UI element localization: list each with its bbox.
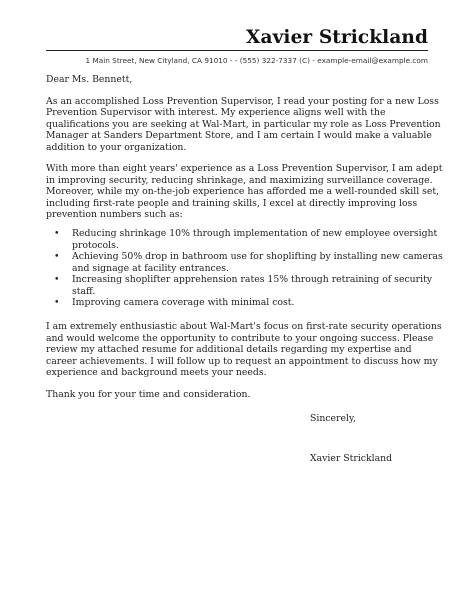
text-line: Improving camera coverage with minimal cost. <box>72 296 295 308</box>
paragraph-thanks: Thank you for your time and consideration. <box>46 388 251 400</box>
text-line: staff. <box>72 285 96 297</box>
text-line: I am extremely enthusiastic about Wal-Mart's focus on first-rate security operations <box>46 321 442 333</box>
text-line: and would welcome the opportunity to contribute to your ongoing success. Please <box>46 332 434 344</box>
text-line: career achievements. I will follow up to request an appointment to discuss how my <box>46 355 438 367</box>
text-line: including first-rate people and training skills, I excel at directly improving loss <box>46 197 418 209</box>
paragraph-intro <box>46 95 441 153</box>
text-line: Prevention Supervisor with interest. My experience aligns well with the <box>46 107 386 119</box>
bullet-icon: • <box>54 251 60 263</box>
text-line: protocols. <box>72 239 119 251</box>
list-item <box>52 228 436 251</box>
list-item <box>52 251 443 274</box>
text-line: Achieving 50% drop in bathroom use for shoplifting by installing new cameras <box>72 251 443 263</box>
applicant-name-heading: Xavier Strickland <box>246 27 428 48</box>
signature-name: Xavier Strickland <box>310 453 393 464</box>
text-line: Reducing shrinkage 10% through implementation of new employee oversight <box>72 228 438 240</box>
list-item <box>52 297 436 308</box>
text-line: review my attached resume for additional details regarding my expertise and <box>46 344 412 356</box>
text-line: qualifications you are seeking at Wal-Mart, in particular my role as Loss Prevention <box>46 118 441 130</box>
paragraph-enthusiasm <box>46 321 442 378</box>
text-line: With more than eight years' experience as a Loss Prevention Supervisor, I am adept <box>46 163 443 175</box>
text-line: and signage at facility entrances. <box>72 262 229 274</box>
text-line: Increasing shoplifter apprehension rates 15% through retraining of security <box>72 274 433 286</box>
text-line: experience and background meets your needs. <box>46 366 267 378</box>
contact-info-line: 1 Main Street, New Cityland, CA 91010 - - (555) 322-7337 (C) - example-email@example.com <box>85 56 428 65</box>
text-line: prevention numbers such as: <box>46 209 183 221</box>
text-line: addition to your organization. <box>46 141 187 153</box>
letter-greeting: Dear Ms. Bennett, <box>46 74 133 85</box>
text-line: As an accomplished Loss Prevention Supervisor, I read your posting for a new Loss <box>46 95 439 107</box>
bullet-icon: • <box>54 296 60 308</box>
text-line: Manager at Sanders Department Store, and I am certain I would make a valuable <box>46 130 432 142</box>
bullet-icon: • <box>54 274 60 286</box>
achievements-list <box>46 228 443 308</box>
list-item <box>52 274 436 297</box>
text-line: Moreover, while my on-the-job experience has afforded me a well-rounded skill set, <box>46 186 440 198</box>
valediction: Sincerely, <box>310 413 356 424</box>
header-divider <box>46 50 428 51</box>
letter-body <box>46 74 443 411</box>
bullet-icon: • <box>54 228 60 240</box>
text-line: in improving security, reducing shrinkage, and maximizing surveillance coverage. <box>46 174 433 186</box>
paragraph-experience <box>46 163 443 221</box>
